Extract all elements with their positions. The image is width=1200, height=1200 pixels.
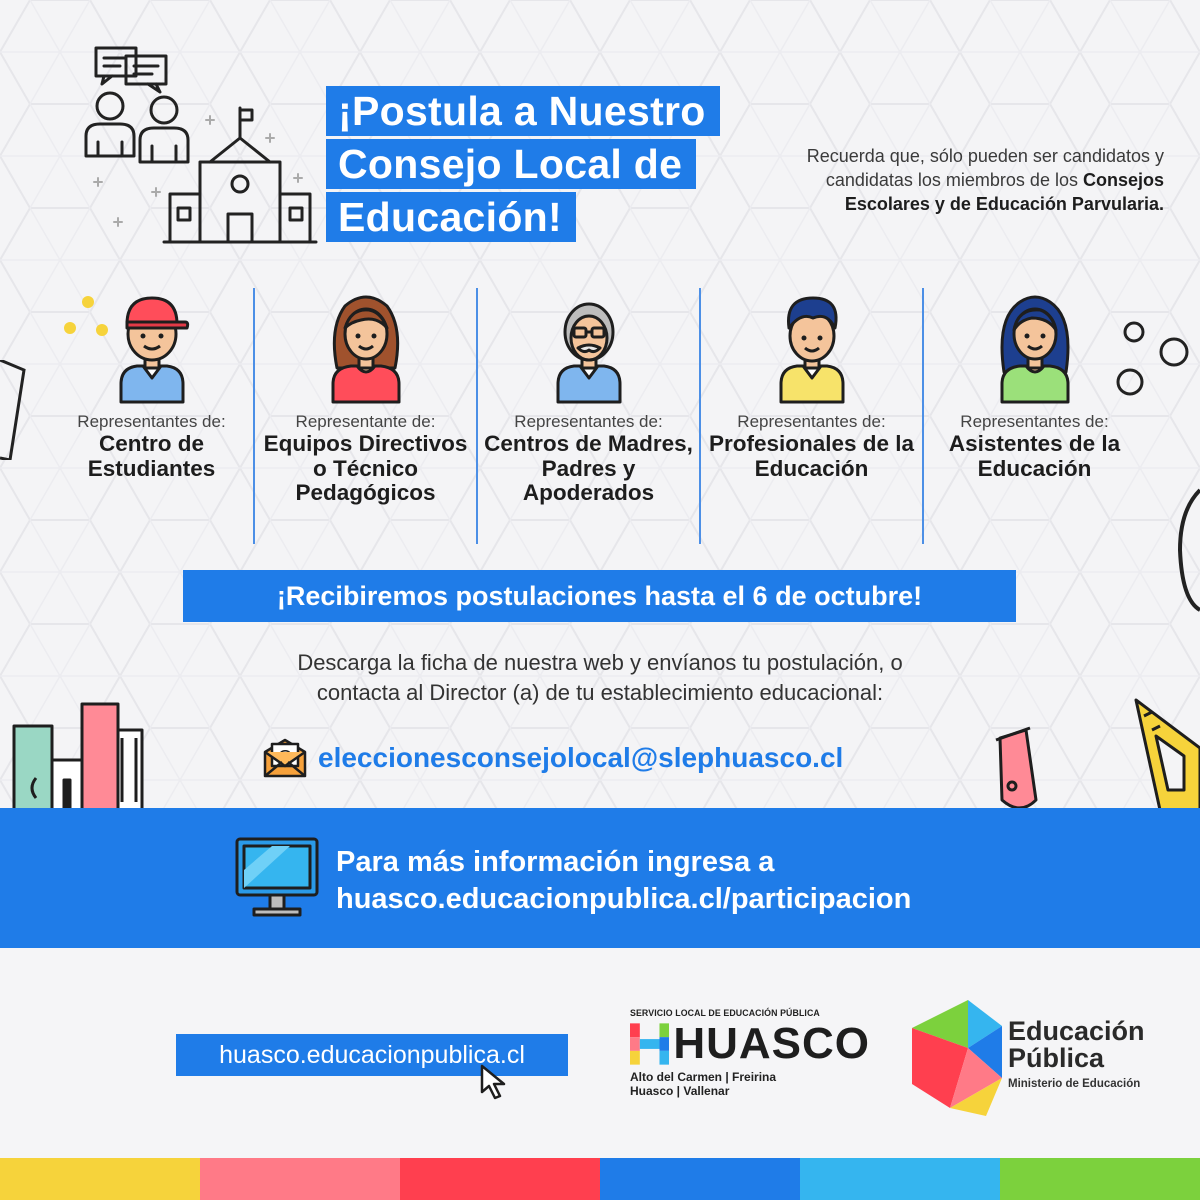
paper-decoration bbox=[0, 360, 30, 460]
title-line: Consejo Local de bbox=[326, 139, 696, 189]
title-line: Educación! bbox=[326, 192, 576, 242]
assistant-avatar-icon bbox=[980, 288, 1090, 404]
huasco-wordmark bbox=[630, 1021, 870, 1067]
huasco-name: HUASCO bbox=[673, 1019, 870, 1068]
mouse-pointer-icon bbox=[478, 1062, 512, 1102]
educacion-publica-logo-icon bbox=[910, 998, 1020, 1118]
computer-monitor-icon bbox=[234, 836, 320, 918]
note-text: Recuerda que, sólo pueden ser candidatos y candidatas los miembros de los bbox=[806, 146, 1164, 190]
representative-card bbox=[254, 288, 477, 544]
footer bbox=[0, 948, 1200, 1158]
books-decoration bbox=[10, 698, 160, 810]
huasco-communes-line: Huasco | Vallenar bbox=[630, 1084, 730, 1098]
instructions-text bbox=[150, 648, 1050, 708]
rep-caption: Representantes de: bbox=[77, 412, 226, 431]
educacion-publica-text bbox=[1008, 1018, 1145, 1090]
representative-card bbox=[700, 288, 923, 544]
title-line: ¡Postula a Nuestro bbox=[326, 86, 720, 136]
more-info-line: Para más información ingresa a bbox=[336, 846, 775, 878]
note-bold-text: Consejos Escolares y de Educación Parvularia. bbox=[844, 170, 1164, 214]
color-segment bbox=[0, 1158, 200, 1200]
email-envelope-icon bbox=[262, 738, 308, 778]
more-info-text bbox=[336, 844, 911, 918]
rep-name: Profesionales de la Educación bbox=[708, 431, 915, 481]
color-stripe bbox=[0, 1158, 1200, 1200]
grandparent-avatar-icon bbox=[534, 288, 644, 404]
color-segment bbox=[800, 1158, 1000, 1200]
email-link[interactable]: eleccionesconsejolocal@slephuasco.cl bbox=[318, 742, 844, 773]
instructions-line: Descarga la ficha de nuestra web y envíanos tu postulación, o bbox=[297, 650, 903, 675]
woman-avatar-icon bbox=[311, 288, 421, 404]
ep-title-line: Educación bbox=[1008, 1016, 1145, 1046]
huasco-communes-line: Alto del Carmen | Freirina bbox=[630, 1070, 777, 1084]
color-segment bbox=[400, 1158, 600, 1200]
ep-title-line: Pública bbox=[1008, 1043, 1105, 1073]
rep-name: Centros de Madres, Padres y Apoderados bbox=[484, 431, 693, 505]
more-info-url[interactable]: huasco.educacionpublica.cl/participacion bbox=[336, 883, 912, 915]
color-segment bbox=[200, 1158, 400, 1200]
rep-caption: Representantes de: bbox=[514, 412, 663, 431]
website-url-button[interactable]: huasco.educacionpublica.cl bbox=[176, 1034, 568, 1076]
color-segment bbox=[600, 1158, 800, 1200]
rep-caption: Representantes de: bbox=[960, 412, 1109, 431]
huasco-h-logo-icon bbox=[630, 1023, 669, 1065]
representatives-section bbox=[40, 288, 1140, 544]
representative-card bbox=[40, 288, 263, 544]
ep-subtitle: Ministerio de Educación bbox=[1008, 1078, 1141, 1090]
lab-tools-decoration bbox=[980, 690, 1200, 810]
rep-caption: Representante de: bbox=[295, 412, 436, 431]
instructions-line: contacta al Director (a) de tu establecimiento educacional: bbox=[316, 680, 884, 705]
huasco-service-label: SERVICIO LOCAL DE EDUCACIÓN PÚBLICA bbox=[630, 1008, 820, 1018]
color-segment bbox=[1000, 1158, 1200, 1200]
student-cap-avatar-icon bbox=[97, 288, 207, 404]
rep-name: Asistentes de la Educación bbox=[948, 431, 1121, 481]
man-avatar-icon bbox=[757, 288, 867, 404]
main-title bbox=[326, 86, 720, 245]
rep-name: Centro de Estudiantes bbox=[87, 431, 216, 481]
deadline-banner: ¡Recibiremos postulaciones hasta el 6 de octubre! bbox=[183, 570, 1016, 622]
rep-caption: Representantes de: bbox=[737, 412, 886, 431]
more-info-band bbox=[0, 808, 1200, 948]
huasco-logo bbox=[630, 1008, 870, 1108]
huasco-communes bbox=[630, 1070, 870, 1098]
eligibility-note bbox=[744, 144, 1164, 216]
school-community-icon bbox=[80, 44, 320, 254]
email-contact[interactable] bbox=[262, 734, 843, 782]
representative-card bbox=[477, 288, 700, 544]
representative-card bbox=[923, 288, 1146, 544]
rep-name: Equipos Directivos o Técnico Pedagógicos bbox=[263, 431, 468, 505]
